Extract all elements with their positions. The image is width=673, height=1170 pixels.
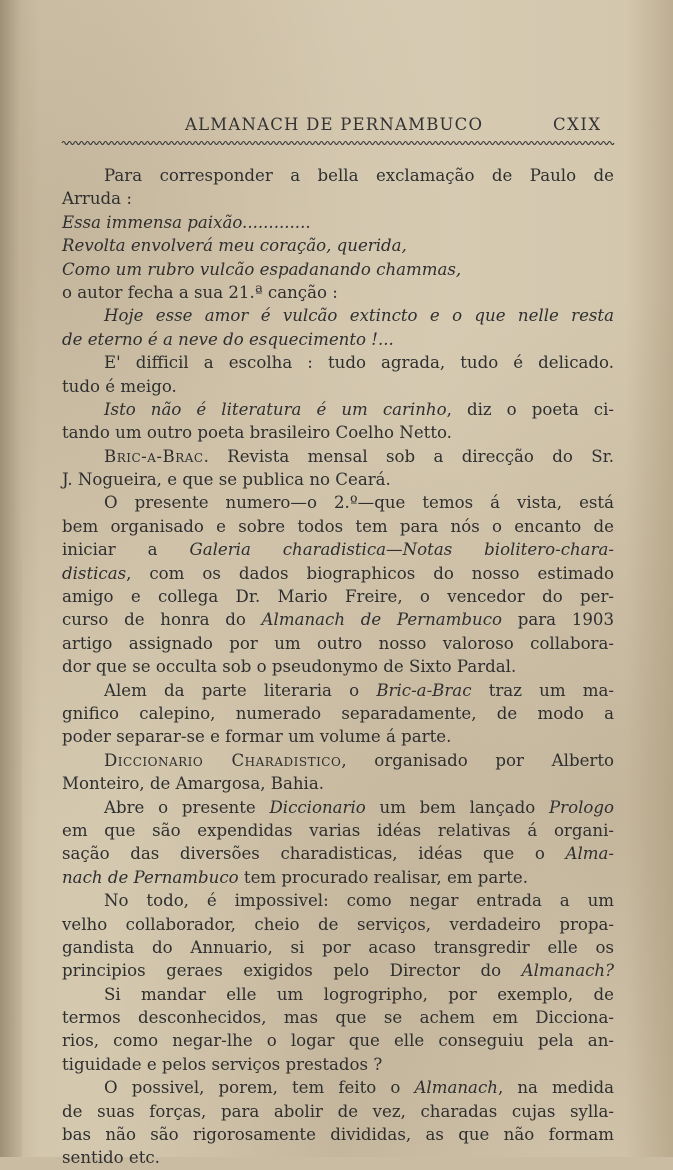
text-run: , diz o poeta ci- xyxy=(446,399,614,419)
text-line: em que são expendidas varias idéas relativas á organi- xyxy=(62,820,614,840)
text-line xyxy=(62,679,614,702)
text-run: principios geraes exigidos pelo Director do xyxy=(62,961,522,981)
text-line: velho collaborador, cheio de serviços, verdadeiro propa- xyxy=(62,914,614,934)
text-line xyxy=(62,796,614,819)
text-line: Arruda : xyxy=(62,189,132,209)
text-run: O possivel, porem, tem feito o xyxy=(104,1078,415,1098)
text-line: tudo é meigo. xyxy=(62,376,177,396)
text-run: Bric-a-Brac xyxy=(104,446,204,466)
text-line: tiguidade e pelos serviços prestados ? xyxy=(62,1054,383,1074)
text-line: o autor fecha a sua 21.ª canção : xyxy=(62,282,338,302)
text-line: gnifico calepino, numerado separadamente, de modo a xyxy=(62,703,614,723)
text-line xyxy=(62,445,614,468)
page-header xyxy=(0,115,673,139)
text-line: Para corresponder a bella exclamação de Paulo de xyxy=(104,166,614,185)
text-line: bem organisado e sobre todos tem para nós o encanto de xyxy=(62,516,614,536)
text-line xyxy=(62,538,614,561)
text-line xyxy=(62,398,614,421)
text-line: dor que se occulta sob o pseudonymo de Sixto Pardal. xyxy=(62,657,517,677)
text-run: Galeria charadistica—Notas biolitero-chara- xyxy=(189,540,614,560)
text-line xyxy=(62,562,614,585)
text-run: Almanach de Pernambuco xyxy=(261,610,502,630)
text-line: Si mandar elle um logrogripho, por exemplo, de xyxy=(104,984,614,1004)
text-run: Bric-a-Brac xyxy=(376,680,472,700)
text-run: para 1903 xyxy=(502,610,615,630)
text-run: traz um ma- xyxy=(471,680,614,700)
text-line: Como um rubro vulcão espadanando chammas, xyxy=(62,259,462,279)
text-line: Hoje esse amor é vulcão extincto e o que nelle resta xyxy=(104,306,614,326)
text-line: tando um outro poeta brasileiro Coelho Netto. xyxy=(62,423,452,443)
text-run: Diccionario Charadistico xyxy=(104,750,342,770)
ornamental-rule xyxy=(62,139,612,147)
text-run: Almanach xyxy=(414,1078,498,1098)
text-run: nach de Pernambuco xyxy=(62,867,239,887)
text-line: Revolta envolverá meu coração, querida, xyxy=(62,236,407,256)
text-run: , na medida xyxy=(497,1078,614,1098)
text-line: de eterno é a neve do esquecimento !... xyxy=(62,329,394,349)
text-run: , organisado por Alberto xyxy=(341,750,614,770)
text-line: de suas forças, para abolir de vez, charadas cujas sylla- xyxy=(62,1101,614,1121)
text-run: Diccionario xyxy=(269,797,366,817)
page-gutter xyxy=(0,0,22,1157)
text-run: curso de honra do xyxy=(62,610,262,630)
text-line: bas não são rigorosamente divididas, as que não formam xyxy=(62,1125,614,1145)
text-run: . Revista mensal sob a direcção do Sr. xyxy=(203,446,614,466)
text-line: rios, como negar-lhe o logar que elle conseguiu pela an- xyxy=(62,1031,614,1051)
text-run: Isto não é literatura é um carinho xyxy=(104,399,447,419)
text-line: poder separar-se e formar um volume á parte. xyxy=(62,727,452,747)
text-run: disticas xyxy=(62,563,127,583)
text-line: E' difficil a escolha : tudo agrada, tudo é delicado. xyxy=(104,353,614,373)
text-line: termos desconhecidos, mas que se achem em Dicciona- xyxy=(62,1008,614,1028)
text-run: Abre o presente xyxy=(104,797,270,817)
body-text xyxy=(62,164,614,1170)
text-line: O presente numero—o 2.º—que temos á vista, está xyxy=(104,493,614,513)
text-line xyxy=(62,842,614,865)
page-number: CXIX xyxy=(553,115,602,134)
text-run: tem procurado realisar, em parte. xyxy=(238,867,529,887)
text-run: , com os dados biographicos do nosso estimado xyxy=(126,563,614,583)
text-line: J. Nogueira, e que se publica no Ceará. xyxy=(62,470,391,490)
text-run: um bem lançado xyxy=(365,797,549,817)
text-run: sação das diversões charadisticas, idéas que o xyxy=(62,844,566,864)
text-run: iniciar a xyxy=(62,540,190,560)
running-head: ALMANACH DE PERNAMBUCO xyxy=(185,115,484,134)
text-line: Essa immensa paixão............. xyxy=(62,212,311,232)
text-line xyxy=(62,608,614,631)
text-run: Alma- xyxy=(565,844,614,864)
text-line: sentido etc. xyxy=(62,1148,160,1168)
text-line xyxy=(62,1076,614,1099)
text-run: Prologo xyxy=(549,797,614,817)
text-line: Monteiro, de Amargosa, Bahia. xyxy=(62,774,325,794)
text-run: Almanach? xyxy=(521,961,614,981)
text-line: amigo e collega Dr. Mario Freire, o vencedor do per- xyxy=(62,587,614,607)
text-line: gandista do Annuario, si por acaso transgredir elle os xyxy=(62,937,614,957)
text-line xyxy=(62,959,614,982)
text-line: No todo, é impossivel: como negar entrada a um xyxy=(104,891,614,911)
text-line xyxy=(62,749,614,772)
text-line xyxy=(62,866,614,889)
text-run: Alem da parte literaria o xyxy=(104,680,377,700)
text-line: artigo assignado por um outro nosso valoroso collabora- xyxy=(62,633,614,653)
